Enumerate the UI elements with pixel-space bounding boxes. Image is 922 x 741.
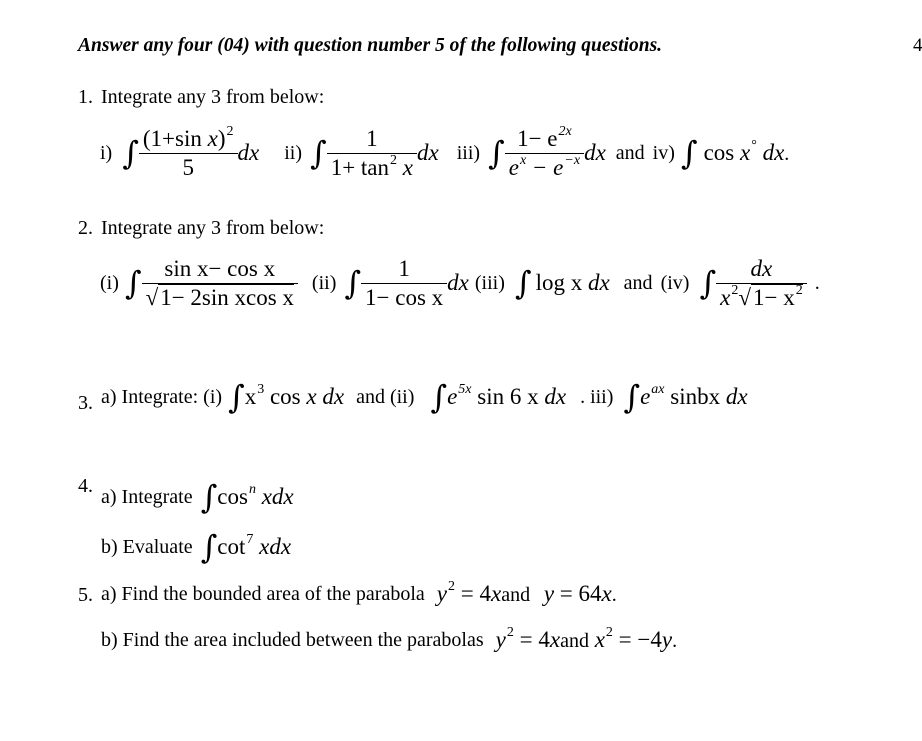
q1-dx-ii: dx bbox=[416, 140, 439, 165]
q2-text: Integrate any 3 from below: bbox=[101, 217, 325, 239]
integral-sign: ∫ bbox=[623, 378, 641, 416]
q5-number: 5. bbox=[78, 584, 93, 606]
integral-sign: ∫ bbox=[200, 478, 218, 516]
q1-dx-iii: dx bbox=[584, 140, 606, 165]
q1-number: 1. bbox=[78, 86, 93, 108]
q2-label-iv: (iv) bbox=[660, 271, 690, 294]
q3-expr-ii: $e^{5x}$ sin 6 x dx bbox=[447, 382, 567, 409]
q4-part-b bbox=[101, 524, 291, 570]
q3-sep: . iii) bbox=[580, 385, 614, 408]
q1-label-iii: iii) bbox=[456, 141, 481, 164]
q2-fraction-i: $\frac{\text{sin x− cos x}}{\text{√1− 2sin xcos x}}$ bbox=[142, 255, 298, 311]
q4-a-label: a) Integrate bbox=[101, 485, 193, 508]
q2-parts bbox=[100, 243, 820, 323]
q4-number: 4. bbox=[78, 475, 93, 497]
integral-sign: ∫ bbox=[344, 264, 362, 302]
q5-a-text: a) Find the bounded area of the parabola bbox=[101, 582, 425, 605]
q1-and: and bbox=[615, 141, 645, 164]
q3-text: a) Integrate: (i) bbox=[101, 385, 223, 408]
q1-parts bbox=[100, 113, 789, 193]
q1-dx-i: dx bbox=[237, 140, 260, 165]
q1-expr-iv: cos x° dx. bbox=[703, 138, 790, 165]
q4-b-expr: $\cot^7$ xdx bbox=[217, 532, 292, 559]
instruction: Answer any four (04) with question number 5 of the following questions. bbox=[78, 35, 663, 56]
q1-label-ii: ii) bbox=[284, 141, 303, 164]
q1-label-iv: iv) bbox=[652, 141, 675, 164]
q3-and: and (ii) bbox=[356, 385, 415, 408]
integral-sign: ∫ bbox=[310, 134, 327, 172]
integral-sign: ∫ bbox=[514, 264, 532, 302]
q2-fraction-ii: $\frac{1}{\text{1− cos x}}$ bbox=[361, 255, 447, 311]
q1-fraction-i: $\frac{(1+\sin x)^2}{5}$ bbox=[139, 125, 238, 181]
q2-label-i: (i) bbox=[100, 271, 119, 294]
integral-sign: ∫ bbox=[122, 134, 139, 172]
q2-label-ii: (ii) bbox=[311, 271, 337, 294]
q4-a-expr: $\cos^n$ xdx bbox=[217, 482, 294, 509]
q5-a-expr: $y^2$ = 4xand y = 64x. bbox=[436, 579, 617, 606]
q5-part-a bbox=[101, 574, 617, 614]
q2-number: 2. bbox=[78, 217, 93, 239]
integral-sign: ∫ bbox=[200, 528, 218, 566]
q3-expr-iii: $e^{ax}$ sinbx dx bbox=[640, 382, 748, 409]
q1-label-i: i) bbox=[100, 141, 113, 164]
q3-number: 3. bbox=[78, 392, 93, 414]
q2-fraction-iv: $\frac{dx}{x^2√1- x^2}$ bbox=[716, 255, 807, 311]
q1-text: Integrate any 3 from below: bbox=[101, 86, 325, 108]
q3-line bbox=[101, 372, 748, 422]
integral-sign: ∫ bbox=[124, 264, 142, 302]
integral-sign: ∫ bbox=[228, 378, 245, 416]
q2-dx-ii: dx bbox=[447, 270, 469, 295]
integral-sign: ∫ bbox=[430, 378, 448, 416]
q1-fraction-iii: $\frac{1- e^{2x}}{e^x - e^{-x}}$ bbox=[505, 125, 584, 181]
q5-b-text: b) Find the area included between the parabolas bbox=[101, 628, 484, 651]
integral-sign: ∫ bbox=[488, 134, 505, 172]
q2-end: . bbox=[814, 271, 820, 294]
q4-part-a bbox=[101, 474, 294, 520]
q2-label-iii: (iii) bbox=[474, 271, 505, 294]
q2-expr-iii: log x dx bbox=[535, 270, 610, 295]
q2-and: and bbox=[623, 271, 653, 294]
q1-fraction-ii: $\frac{1}{1+ \tan^2 x}$ bbox=[327, 125, 417, 181]
integral-sign: ∫ bbox=[699, 264, 717, 302]
q3-expr-i: $x^3$ cos x dx bbox=[244, 382, 345, 409]
integral-sign: ∫ bbox=[680, 134, 698, 172]
q5-part-b bbox=[101, 620, 677, 660]
q4-b-label: b) Evaluate bbox=[101, 535, 193, 558]
page-number: 4 bbox=[913, 35, 922, 56]
q5-b-expr: $y^2$ = 4xand $x^2 = -4y$. bbox=[495, 625, 678, 652]
